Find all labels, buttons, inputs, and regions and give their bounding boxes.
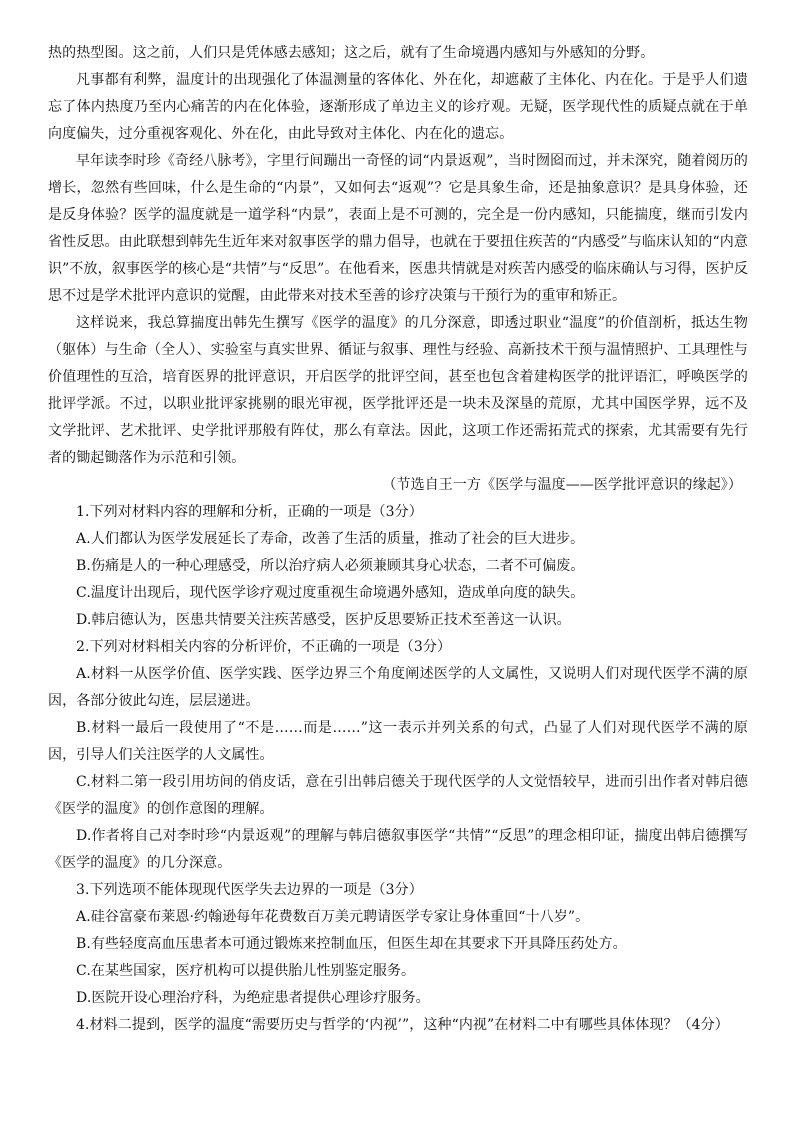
document-page [48, 40, 748, 1039]
option-a: A.硅谷富豪布莱恩·约翰逊每年花费数百万美元聘请医学专家让身体重回“十八岁”。 [76, 909, 590, 925]
option-d: D.作者将自己对李时珍“内景返观”的理解与韩启德叙事医学“共情”“反思”的理念相印证，揣度出韩启德撰写《医学的温度》的几分深意。 [48, 828, 748, 871]
option-d: D.韩启德认为，医患共情要关注疾苦感受，医护反思要矫正技术至善这一认识。 [76, 612, 571, 628]
option-c: C.温度计出现后，现代医学诊疗观过度重视生命境遇外感知，造成单向度的缺失。 [76, 585, 585, 601]
question-stem: 3.下列选项不能体现现代医学失去边界的一项是（3分） [76, 882, 423, 898]
paragraph-conclusion: 这样说来，我总算揣度出韩先生撰写《医学的温度》的几分深意，即透过职业“温度”的价值剖析，抵达生物（躯体）与生命（全人）、实验室与真实世界、循证与叙事、理性与经验、高新技术干预与温情照护、工具理性与价值理性的互洽，培育医界的批评意识，开启医学的批评空间，甚至也包含着建构医学的批评语汇，呼唤医学的批评学派。不过，以职业批评家挑剔的眼光审视，医学批评还是一块未及深垦的荒原，尤其中国医学界，远不及文学批评、艺术批评、史学批评那般有阵仗，那么有章法。因此，这项工作还需拓荒式的探索，尤其需要有先行者的锄起锄落作为示范和引领。 [48, 315, 748, 466]
option-d: D.医院开设心理治疗科，为绝症患者提供心理诊疗服务。 [76, 990, 430, 1006]
option-c: C.材料二第一段引用坊间的俏皮话，意在引出韩启德关于现代医学的人文觉悟较早，进而引出作者对韩启德《医学的温度》的创作意图的理解。 [48, 774, 748, 817]
question-4 [48, 1012, 748, 1039]
option-b: B.伤痛是人的一种心理感受，所以治疗病人必须兼顾其身心状态，二者不可偏废。 [76, 558, 585, 574]
option-b: B.有些轻度高血压患者本可通过锻炼来控制血压，但医生却在其要求下开具降压药处方。 [76, 936, 627, 952]
question-stem: 2.下列对材料相关内容的分析评价，不正确的一项是（3分） [76, 639, 452, 655]
question-stem: 4.材料二提到，医学的温度“需要历史与哲学的‘内视’”，这种“内视”在材料二中有哪些具体体现？（4分） [76, 1017, 729, 1033]
paragraph-thermometer: 凡事都有利弊，温度计的出现强化了体温测量的客体化、外在化，却遮蔽了主体化、内在化。于是乎人们遗忘了体内热度乃至内心痛苦的内在化体验，逐渐形成了单边主义的诊疗观。无疑，医学现代性的质疑点就在于单向度偏失，过分重视客观化、外在化，由此导致对主体化、内在化的遗忘。 [48, 72, 748, 142]
paragraph-inner-view: 早年读李时珍《奇经八脉考》，字里行间蹦出一奇怪的词“内景返观”，当时囫囵而过，并未深究，随着阅历的增长，忽然有些回味，什么是生命的“内景”，又如何去“返观”？它是具象生命，还是抽象意识？是具身体验，还是反身体验？医学的温度就是一道学科“内景”，表面上是不可测的，完全是一份内感知，只能揣度，继而引发内省性反思。由此联想到韩先生近年来对叙事医学的鼎力倡导，也就在于要扭住疾苦的“内感受”与临床认知的“内意识”不放，叙事医学的核心是“共情”与“反思”。在他看来，医患共情就是对疾苦内感受的临床确认与习得，医护反思不过是学术批评内意识的觉醒，由此带来对技术至善的诊疗决策与干预行为的重审和矫正。 [48, 153, 748, 304]
option-b: B.材料一最后一段使用了“不是……而是……”这一表示并列关系的句式，凸显了人们对现代医学不满的原因，引导人们关注医学的人文属性。 [48, 720, 748, 763]
question-2 [48, 634, 748, 877]
question-stem: 1.下列对材料内容的理解和分析，正确的一项是（3分） [76, 504, 423, 520]
option-a: A.人们都认为医学发展延长了寿命，改善了生活的质量，推动了社会的巨大进步。 [76, 531, 585, 547]
question-3 [48, 877, 748, 1012]
option-a: A.材料一从医学价值、医学实践、医学边界三个角度阐述医学的人文属性，又说明人们对现代医学不满的原因，各部分彼此勾连，层层递进。 [48, 666, 748, 709]
source-citation: （节选自王一方《医学与温度——医学批评意识的缘起》） [382, 477, 742, 493]
question-1 [48, 499, 748, 634]
paragraph-continued: 热的热型图。这之前，人们只是凭体感去感知；这之后，就有了生命境遇内感知与外感知的分野。 [48, 45, 655, 61]
option-c: C.在某些国家，医疗机构可以提供胎儿性别鉴定服务。 [76, 963, 416, 979]
